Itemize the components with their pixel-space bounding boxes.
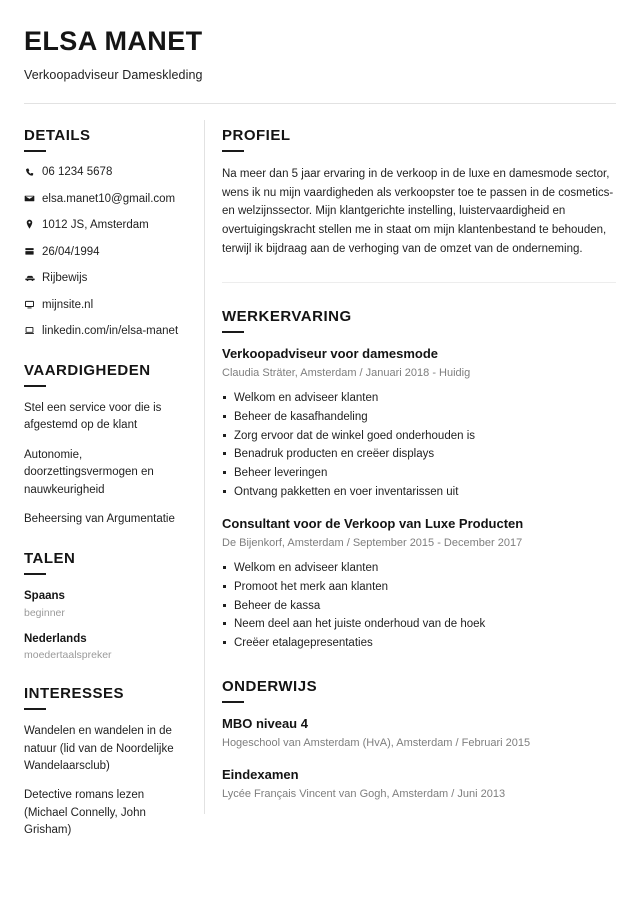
entry-bullet-list xyxy=(222,559,616,652)
detail-row-linkedin[interactable] xyxy=(24,324,184,340)
entry-meta: Hogeschool van Amsterdam (HvA), Amsterdam / Februari 2015 xyxy=(222,736,531,749)
list-item: Neem deel aan het juiste onderhoud van de hoek xyxy=(222,615,616,634)
phone-icon xyxy=(24,165,42,177)
section-underline xyxy=(24,573,46,575)
detail-text: mijnsite.nl xyxy=(42,298,94,311)
language-name: Nederlands xyxy=(24,633,87,646)
list-item: Welkom en adviseer klanten xyxy=(222,389,616,408)
section-title-interests: INTERESSES xyxy=(24,685,125,703)
section-title-experience: WERKERVARING xyxy=(222,308,352,326)
content-divider xyxy=(222,282,616,283)
entry-bullet-list xyxy=(222,389,616,501)
list-item: Beheer de kassa xyxy=(222,597,616,616)
entry-title: Verkoopadviseur voor damesmode xyxy=(222,346,439,362)
laptop-icon xyxy=(24,324,42,336)
section-skills xyxy=(24,362,184,529)
profile-text: Na meer dan 5 jaar ervaring in de verkoop in de luxe en damesmode sector, wens ik nu mijn vaardigheden als verkoopster toe te passen in de cosmetics- en welzijnssector. Mijn klantgerichte instelling, luistervaardigheid en overtuigingskracht stellen me in staat om mijn klantenbestand te behouden, terwijl ik bijdraag aan de verhoging van de omzet van de onderneming. xyxy=(222,168,614,255)
section-experience xyxy=(222,308,616,652)
detail-row-phone xyxy=(24,165,184,181)
detail-text: 06 1234 5678 xyxy=(42,166,113,179)
entry-meta: Lycée Français Vincent van Gogh, Amsterdam / Juni 2013 xyxy=(222,787,506,800)
list-item: Ontvang pakketten en voer inventarissen uit xyxy=(222,483,616,502)
detail-row-address xyxy=(24,218,184,234)
language-name: Spaans xyxy=(24,590,65,603)
detail-text: 1012 JS, Amsterdam xyxy=(42,219,149,232)
interest-item: Wandelen en wandelen in de natuur (lid van de Noordelijke Wandelaarsclub) xyxy=(24,725,174,772)
section-title-skills: VAARDIGHEDEN xyxy=(24,361,151,379)
skill-item: Beheersing van Argumentatie xyxy=(24,513,175,525)
section-languages xyxy=(24,550,184,663)
education-entry xyxy=(222,767,616,802)
detail-row-website[interactable] xyxy=(24,298,184,314)
list-item: Beheer de kasafhandeling xyxy=(222,408,616,427)
envelope-icon xyxy=(24,192,42,204)
interest-item: Detective romans lezen (Michael Connelly, John Grisham) xyxy=(24,789,146,837)
education-entry xyxy=(222,716,616,751)
section-education xyxy=(222,678,616,803)
section-underline xyxy=(222,331,244,333)
list-item: Creëer etalagepresentaties xyxy=(222,634,616,653)
section-title-details: DETAILS xyxy=(24,127,91,145)
entry-title: Consultant voor de Verkoop van Luxe Producten xyxy=(222,516,524,532)
sidebar xyxy=(0,104,204,844)
section-underline xyxy=(222,150,244,152)
calendar-icon xyxy=(24,245,42,257)
monitor-icon xyxy=(24,298,42,310)
list-item: Promoot het merk aan klanten xyxy=(222,578,616,597)
map-pin-icon xyxy=(24,218,42,230)
section-title-profile: PROFIEL xyxy=(222,127,291,145)
list-item: Beheer leveringen xyxy=(222,464,616,483)
detail-text: linkedin.com/in/elsa-manet xyxy=(42,325,179,338)
resume-header xyxy=(0,0,640,82)
section-underline xyxy=(24,708,46,710)
list-item: Benadruk producten en creëer displays xyxy=(222,445,616,464)
list-item: Zorg ervoor dat de winkel goed onderhouden is xyxy=(222,427,616,446)
entry-meta: De Bijenkorf, Amsterdam / September 2015 - December 2017 xyxy=(222,537,523,550)
list-item: Welkom en adviseer klanten xyxy=(222,559,616,578)
experience-entry xyxy=(222,516,616,652)
main-content xyxy=(205,104,640,844)
entry-title: Eindexamen xyxy=(222,766,299,782)
detail-text: elsa.manet10@gmail.com xyxy=(42,192,176,205)
language-item xyxy=(24,631,184,663)
skill-item: Stel een service voor die is afgestemd op de klant xyxy=(24,401,162,432)
entry-title: MBO niveau 4 xyxy=(222,715,308,731)
section-underline xyxy=(24,150,46,152)
detail-text: 26/04/1994 xyxy=(42,245,100,258)
language-level: moedertaalspreker xyxy=(24,649,112,662)
section-interests xyxy=(24,685,184,840)
page-title: ELSA MANET xyxy=(24,26,203,56)
detail-row-birthdate xyxy=(24,245,184,261)
car-icon xyxy=(24,271,42,283)
language-item xyxy=(24,588,184,620)
detail-text: Rijbewijs xyxy=(42,272,88,285)
section-underline xyxy=(222,701,244,703)
skill-item: Autonomie, doorzettingsvermogen en nauwkeurigheid xyxy=(24,448,154,496)
section-title-languages: TALEN xyxy=(24,550,76,568)
detail-row-email xyxy=(24,192,184,208)
section-details xyxy=(24,127,184,340)
experience-entry xyxy=(222,346,616,501)
header-job-title: Verkoopadviseur Dameskleding xyxy=(24,68,203,83)
resume-columns xyxy=(0,104,640,844)
language-level: beginner xyxy=(24,606,65,619)
entry-meta: Claudia Sträter, Amsterdam / Januari 2018 - Huidig xyxy=(222,367,471,380)
section-underline xyxy=(24,385,46,387)
detail-row-license xyxy=(24,271,184,287)
section-profile xyxy=(222,127,616,258)
section-title-education: ONDERWIJS xyxy=(222,677,318,695)
